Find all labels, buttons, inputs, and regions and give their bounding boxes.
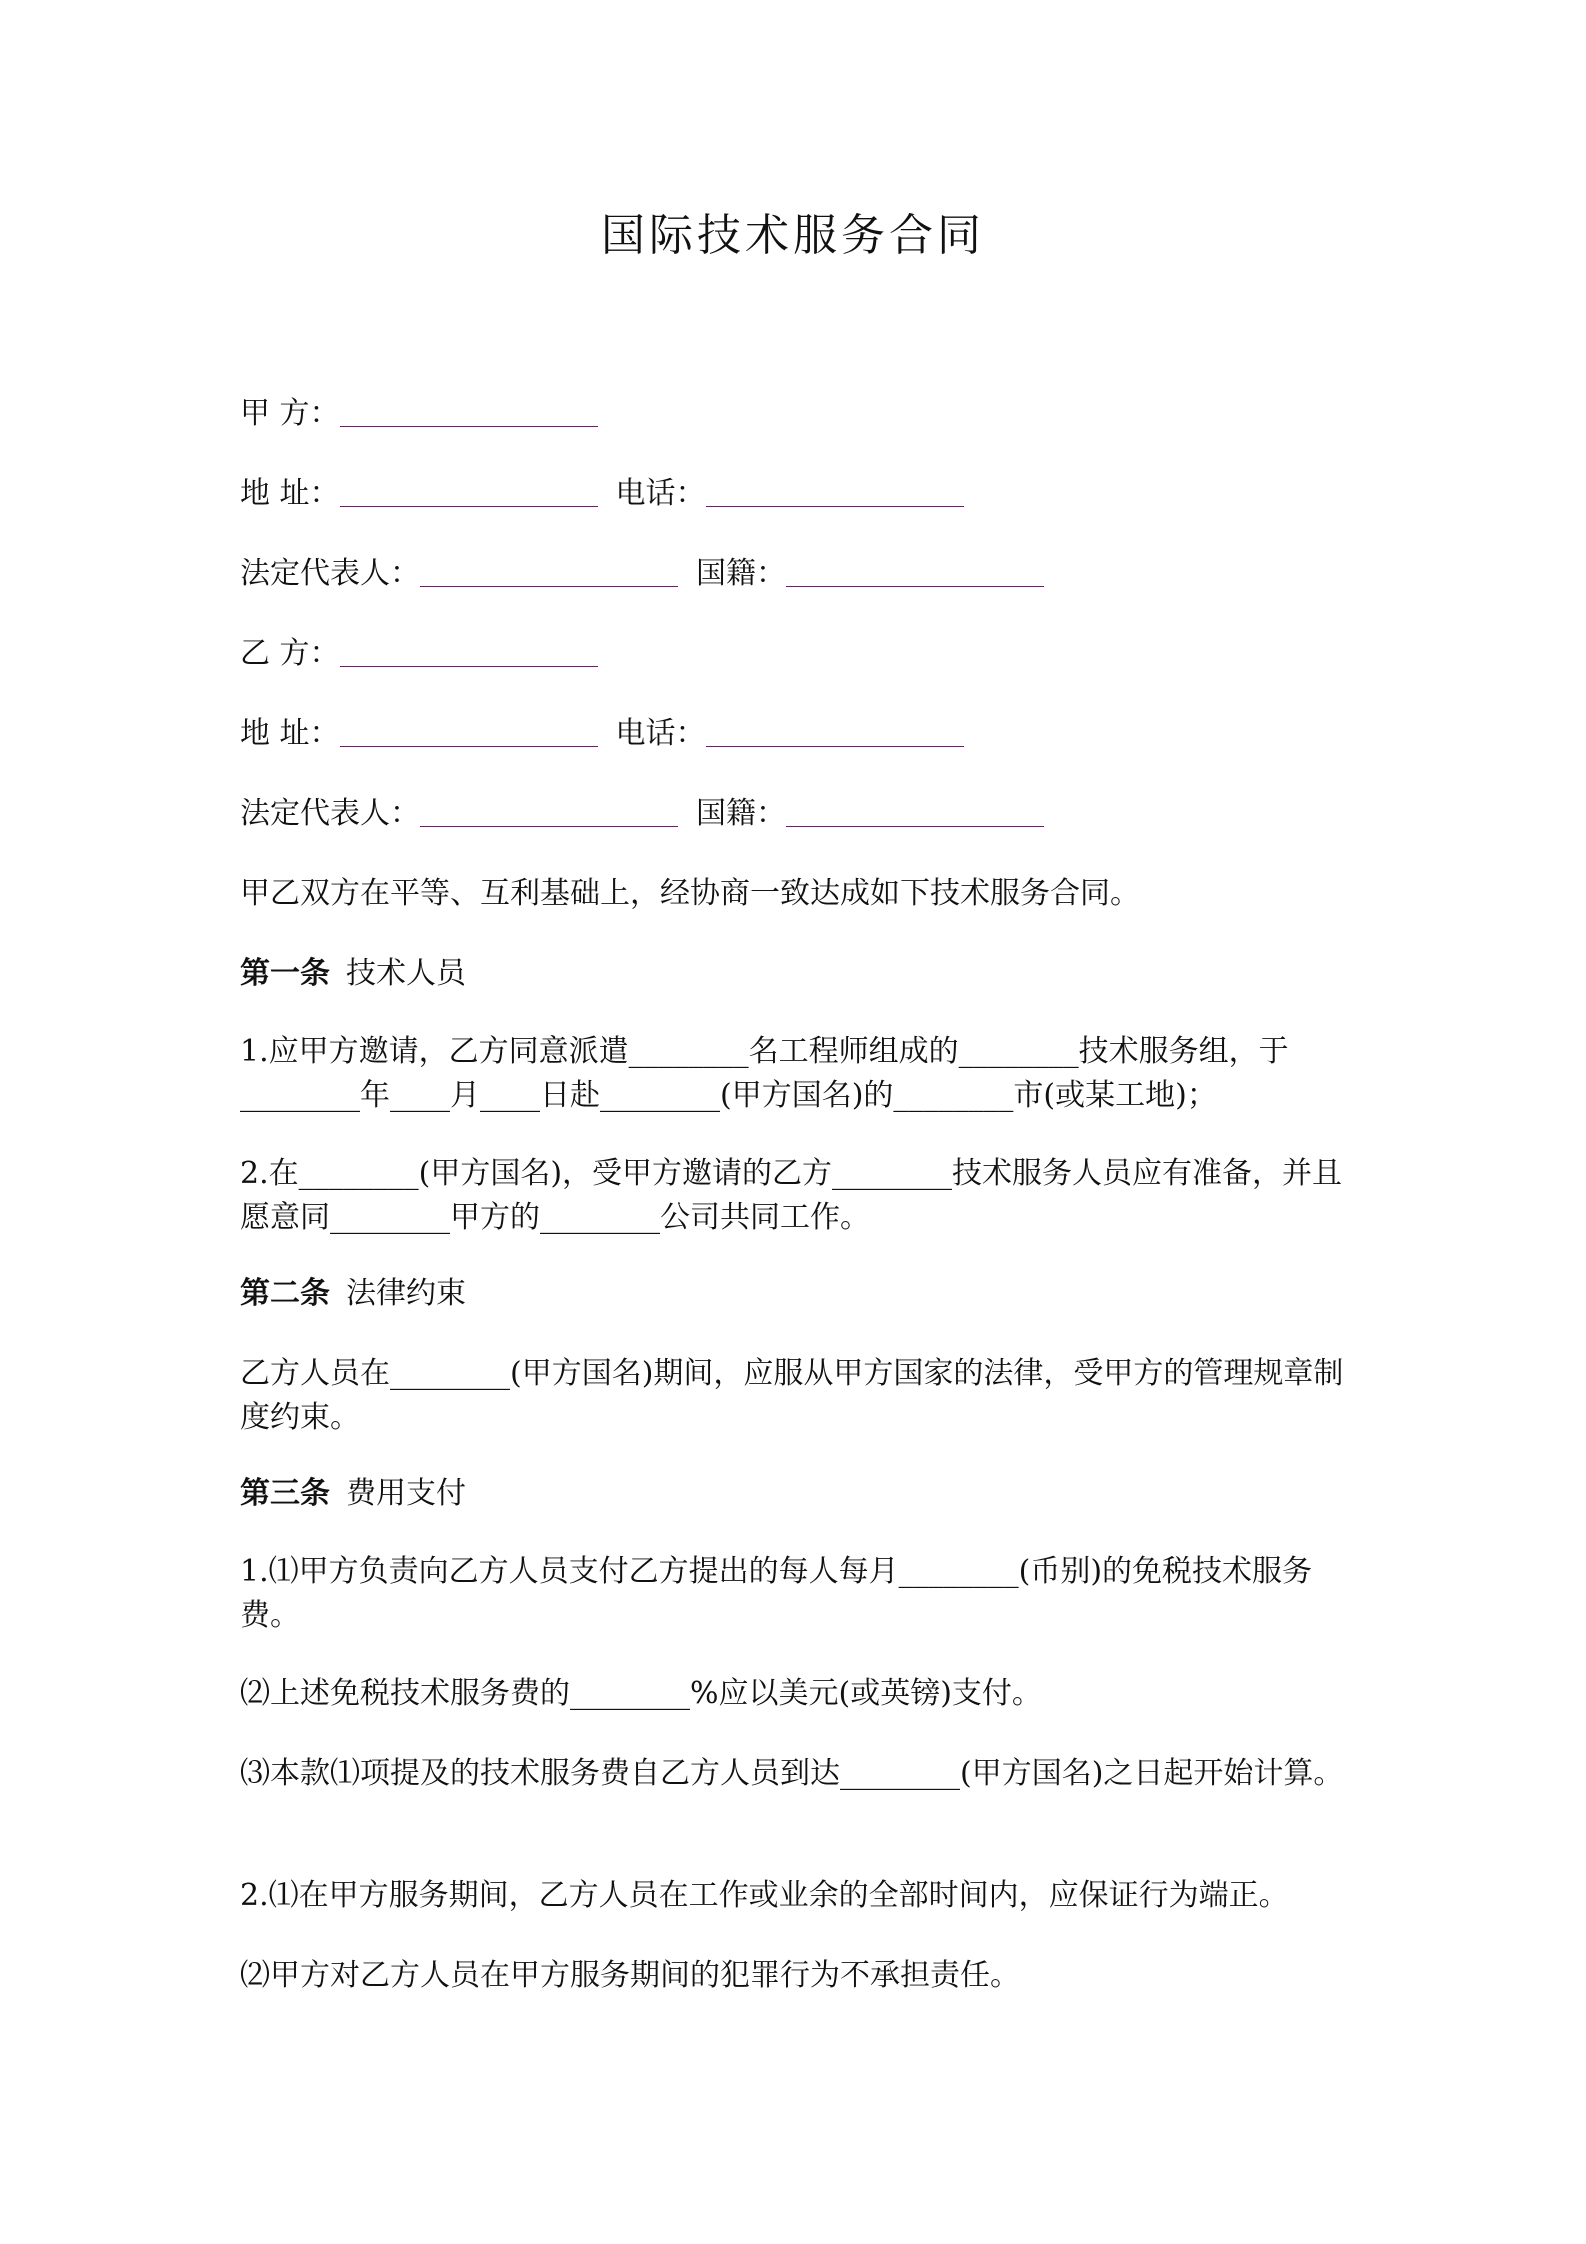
party-a-address-line xyxy=(240,474,964,514)
party-b-phone-label: 电话： xyxy=(615,716,706,751)
article-3-paragraph-1: 1.⑴甲方负责向乙方人员支付乙方提出的每人每月________(币别)的免税技术服务费。 xyxy=(240,1554,1313,1633)
party-a-name-blank[interactable] xyxy=(340,396,598,427)
party-a-address-blank[interactable] xyxy=(340,476,598,507)
party-b-name-line xyxy=(240,634,598,674)
party-a-phone-blank[interactable] xyxy=(706,476,964,507)
party-a-rep-blank[interactable] xyxy=(420,556,678,587)
article-1-number: 第一条 xyxy=(240,956,330,991)
party-b-rep-label: 法定代表人： xyxy=(240,796,420,831)
article-3-heading xyxy=(240,1474,466,1514)
article-3-paragraph-2: ⑵上述免税技术服务费的________%应以美元(或英镑)支付。 xyxy=(240,1676,1042,1711)
article-1-title: 技术人员 xyxy=(346,956,466,991)
party-b-rep-line xyxy=(240,794,1044,834)
article-3-number: 第三条 xyxy=(240,1476,330,1511)
party-a-nationality-blank[interactable] xyxy=(786,556,1044,587)
party-b-phone-blank[interactable] xyxy=(706,716,964,747)
article-2-heading xyxy=(240,1274,466,1314)
party-a-rep-line xyxy=(240,554,1044,594)
article-1-paragraph-1: 1.应甲方邀请，乙方同意派遣________名工程师组成的________技术服务组，于________年____月____日赴________(甲方国名)的________市(或某工地)； xyxy=(240,1034,1289,1113)
article-2-number: 第二条 xyxy=(240,1276,330,1311)
party-a-name-label: 甲 方： xyxy=(240,396,340,431)
party-b-nationality-label: 国籍： xyxy=(696,796,786,831)
party-b-name-blank[interactable] xyxy=(340,636,598,667)
party-a-phone-label: 电话： xyxy=(615,476,706,511)
article-3-paragraph-4: 2.⑴在甲方服务期间，乙方人员在工作或业余的全部时间内，应保证行为端正。 xyxy=(240,1878,1289,1913)
party-a-rep-label: 法定代表人： xyxy=(240,556,420,591)
party-b-address-label: 地 址： xyxy=(240,716,340,751)
party-b-address-blank[interactable] xyxy=(340,716,598,747)
party-b-name-label: 乙 方： xyxy=(240,636,340,671)
party-a-nationality-label: 国籍： xyxy=(696,556,786,591)
party-b-rep-blank[interactable] xyxy=(420,796,678,827)
article-3-title: 费用支付 xyxy=(346,1476,466,1511)
document-title: 国际技术服务合同 xyxy=(601,210,985,261)
article-3-paragraph-3: ⑶本款⑴项提及的技术服务费自乙方人员到达________(甲方国名)之日起开始计算。 xyxy=(240,1756,1344,1791)
article-2-title: 法律约束 xyxy=(346,1276,466,1311)
party-b-nationality-blank[interactable] xyxy=(786,796,1044,827)
article-2-paragraph-1: 乙方人员在________(甲方国名)期间，应服从甲方国家的法律，受甲方的管理规章制度约束。 xyxy=(240,1356,1344,1435)
party-b-address-line xyxy=(240,714,964,754)
article-3-paragraph-5: ⑵甲方对乙方人员在甲方服务期间的犯罪行为不承担责任。 xyxy=(240,1958,1020,1993)
article-1-paragraph-2: 2.在________(甲方国名)，受甲方邀请的乙方________技术服务人员应有准备，并且愿意同________甲方的________公司共同工作。 xyxy=(240,1156,1343,1235)
intro-paragraph: 甲乙双方在平等、互利基础上，经协商一致达成如下技术服务合同。 xyxy=(240,876,1140,911)
article-1-heading xyxy=(240,954,466,994)
party-a-address-label: 地 址： xyxy=(240,476,340,511)
party-a-name-line xyxy=(240,394,598,434)
